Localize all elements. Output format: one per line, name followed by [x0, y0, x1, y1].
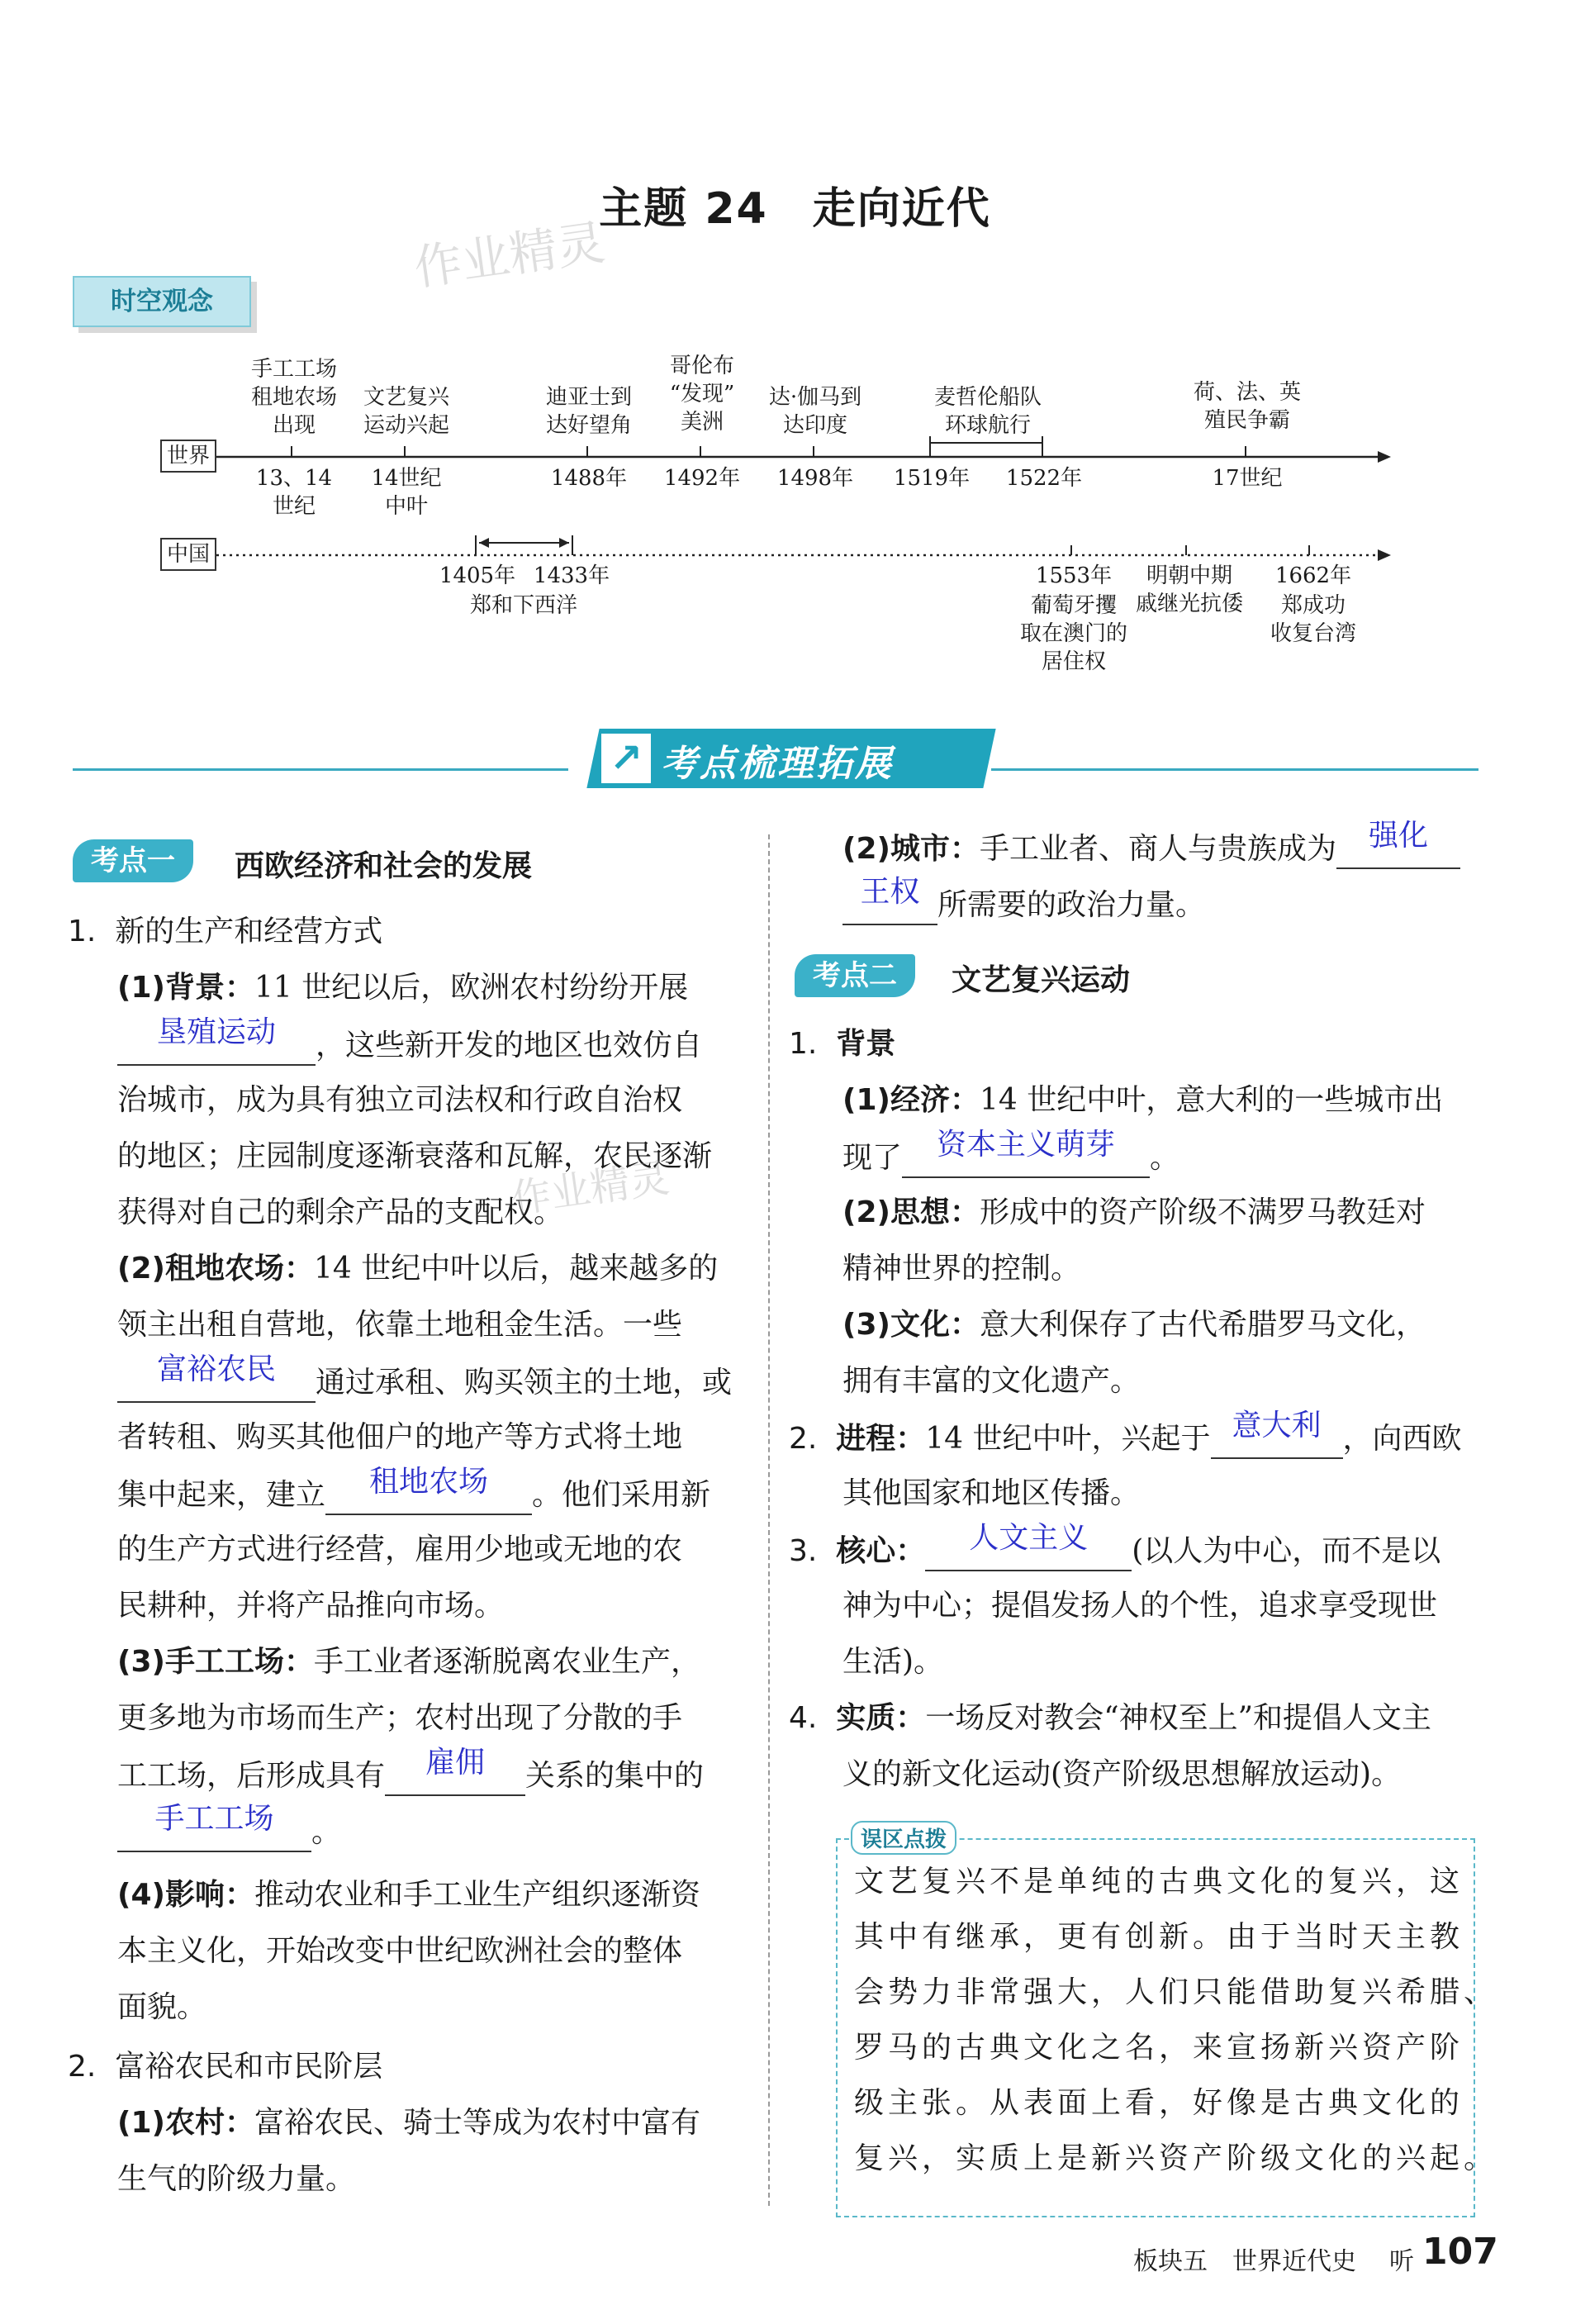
note-line: 罗马的古典文化之名，来宣扬新兴资产阶 [854, 2031, 1464, 2065]
r1-line1: (1)经济：14 世纪中叶，意大利的一些城市出 [842, 1083, 1444, 1117]
p2-line1: (2)租地农场：14 世纪中叶以后，越来越多的 [117, 1252, 719, 1286]
china-date: 1662年 [1274, 563, 1352, 588]
timeline-axes [0, 0, 1590, 694]
world-event: 麦哲伦船队 环球航行 [933, 385, 1042, 438]
china-label: 中国 [160, 538, 216, 571]
h2-line2: 其他国家和地区传播。 [842, 1476, 1141, 1510]
page-number: 107 [1422, 2231, 1498, 2273]
p1-line3: 治城市，成为具有独立司法权和行政自治权 [117, 1083, 683, 1117]
q1-line1: (1)农村：富裕农民、骑士等成为农村中富有 [117, 2106, 700, 2140]
banner-line-right [991, 768, 1478, 771]
kaodian2-h1: 1. 背景 [789, 1027, 896, 1061]
p3-line1: (3)手工工场：手工业者逐渐脱离农业生产， [117, 1645, 700, 1679]
world-date: 17世纪 [1212, 466, 1283, 491]
p1-line5: 获得对自己的剩余产品的支配权。 [117, 1195, 564, 1229]
note-line: 其中有继承，更有创新。由于当时天主教 [854, 1920, 1464, 1954]
p4-line1: (4)影响：推动农业和手工业生产组织逐渐资 [117, 1878, 700, 1912]
answer-blank: 手工工场 [117, 1811, 311, 1852]
world-date: 1498年 [776, 466, 854, 491]
world-event: 荷、法、英 殖民争霸 [1193, 380, 1302, 433]
h3-line3: 生活)。 [842, 1645, 944, 1679]
p3-line4: 手工工场 。 [117, 1811, 341, 1852]
page-title: 主题 24 走向近代 [599, 184, 991, 234]
world-event: 文艺复兴 运动兴起 [363, 385, 450, 438]
p2-line5: 集中起来，建立 租地农场 。他们采用新 [117, 1474, 710, 1515]
h3-line2: 神为中心；提倡发扬人的个性，追求享受现世 [842, 1589, 1438, 1623]
world-date: 14世纪 中叶 [371, 466, 442, 519]
h4-line2: 义的新文化运动(资产阶级思想解放运动)。 [842, 1757, 1402, 1791]
p1-line4: 的地区；庄园制度逐渐衰落和瓦解，农民逐渐 [117, 1139, 713, 1173]
world-event: 手工工场 租地农场 出现 [250, 357, 338, 438]
kaodian2-h4: 4. 实质：一场反对教会“神权至上”和提倡人文主 [789, 1701, 1432, 1735]
r1-line2: 现了 资本主义萌芽 。 [842, 1137, 1179, 1178]
answer-blank: 雇佣 [385, 1755, 525, 1796]
answer-blank: 人文主义 [925, 1530, 1132, 1571]
q1-line2: 生气的阶级力量。 [117, 2162, 356, 2196]
watermark: 作业精灵 [411, 214, 609, 297]
world-event: 迪亚士到 达好望角 [545, 385, 633, 438]
world-date: 1492年 [663, 466, 741, 491]
china-event: 明朝中期 戚继光抗倭 [1135, 563, 1244, 616]
p2-line6: 的生产方式进行经营，雇用少地或无地的农 [117, 1533, 683, 1566]
china-event: 葡萄牙攫 取在澳门的 居住权 [1019, 593, 1128, 674]
answer-blank: 垦殖运动 [117, 1024, 316, 1066]
p4-line3: 面貌。 [117, 1990, 207, 2024]
p1-line2: 垦殖运动 ，这些新开发的地区也效仿自 [117, 1024, 702, 1066]
r3-line1: (3)文化：意大利保存了古代希腊罗马文化， [842, 1308, 1426, 1342]
kaodian1-badge: 考点一 [73, 839, 193, 882]
p3-line2: 更多地为市场而生产；农村出现了分散的手 [117, 1701, 683, 1735]
kaodian2-title: 文艺复兴运动 [952, 963, 1131, 997]
world-event: 哥伦布 “发现” 美洲 [669, 354, 735, 435]
answer-blank: 意大利 [1211, 1418, 1343, 1459]
kaodian1-h2: 2. 富裕农民和市民阶层 [68, 2050, 383, 2084]
china-date: 1553年 [1035, 563, 1113, 588]
answer-blank: 王权 [842, 884, 937, 925]
answer-blank: 租地农场 [325, 1474, 532, 1515]
r2-line2: 精神世界的控制。 [842, 1252, 1081, 1286]
note-tag: 误区点拨 [851, 1821, 956, 1855]
note-line: 级主张。从表面上看，好像是古典文化的 [854, 2086, 1464, 2120]
p2-line2: 领主出租自营地，依靠土地租金生活。一些 [117, 1308, 683, 1342]
note-line: 文艺复兴不是单纯的古典文化的复兴，这 [854, 1865, 1464, 1899]
china-date: 1433年 [533, 563, 610, 588]
world-date: 1522年 [1005, 466, 1083, 491]
answer-blank: 强化 [1336, 828, 1460, 869]
q2-line1: (2)城市：手工业者、商人与贵族成为 强化 [842, 828, 1460, 869]
p2-line4: 者转租、购买其他佃户的地产等方式将土地 [117, 1420, 683, 1454]
r3-line2: 拥有丰富的文化遗产。 [842, 1364, 1141, 1398]
p4-line2: 本主义化，开始改变中世纪欧洲社会的整体 [117, 1934, 683, 1968]
arrow-icon: ↗ [601, 734, 651, 783]
china-date: 1405年 [439, 563, 516, 588]
footer-section: 板块五 世界近代史 [1133, 2247, 1356, 2276]
section-tag: 时空观念 [73, 276, 251, 327]
note-line: 复兴，实质上是新兴资产阶级文化的兴起。 [854, 2141, 1498, 2175]
kaodian2-badge: 考点二 [795, 954, 915, 997]
kaodian2-h2: 2. 进程：14 世纪中叶，兴起于 意大利 ，向西欧 [789, 1418, 1462, 1459]
note-line: 会势力非常强大，人们只能借助复兴希腊、 [854, 1975, 1498, 2009]
footer-listen: 听 [1389, 2247, 1414, 2276]
answer-blank: 富裕农民 [117, 1362, 316, 1403]
china-event: 郑和下西洋 [469, 593, 578, 618]
world-date: 1519年 [893, 466, 971, 491]
p1-line1: (1)背景：11 世纪以后，欧洲农村纷纷开展 [117, 971, 689, 1005]
answer-blank: 资本主义萌芽 [902, 1137, 1150, 1178]
p2-line3: 富裕农民 通过承租、购买领主的土地，或 [117, 1362, 732, 1403]
world-date: 13、14 世纪 [255, 466, 333, 519]
china-event: 郑成功 收复台湾 [1270, 593, 1357, 646]
banner-title: 考点梳理拓展 [661, 743, 894, 785]
kaodian1-title: 西欧经济和社会的发展 [235, 849, 533, 883]
world-label: 世界 [160, 440, 216, 473]
watermark: 作业精灵 [508, 1154, 672, 1224]
column-divider [768, 834, 770, 2206]
p2-line7: 民耕种，并将产品推向市场。 [117, 1589, 505, 1623]
banner-line-left [73, 768, 568, 771]
p3-line3: 工工场，后形成具有 雇佣 关系的集中的 [117, 1755, 704, 1796]
world-event: 达·伽马到 达印度 [768, 385, 862, 438]
r2-line1: (2)思想：形成中的资产阶级不满罗马教廷对 [842, 1195, 1426, 1229]
kaodian1-h1: 1. 新的生产和经营方式 [68, 915, 383, 948]
kaodian2-h3: 3. 核心： 人文主义 (以人为中心，而不是以 [789, 1530, 1440, 1571]
q2-line2: 王权 所需要的政治力量。 [842, 884, 1205, 925]
world-date: 1488年 [550, 466, 628, 491]
note-body [854, 1854, 1497, 2186]
